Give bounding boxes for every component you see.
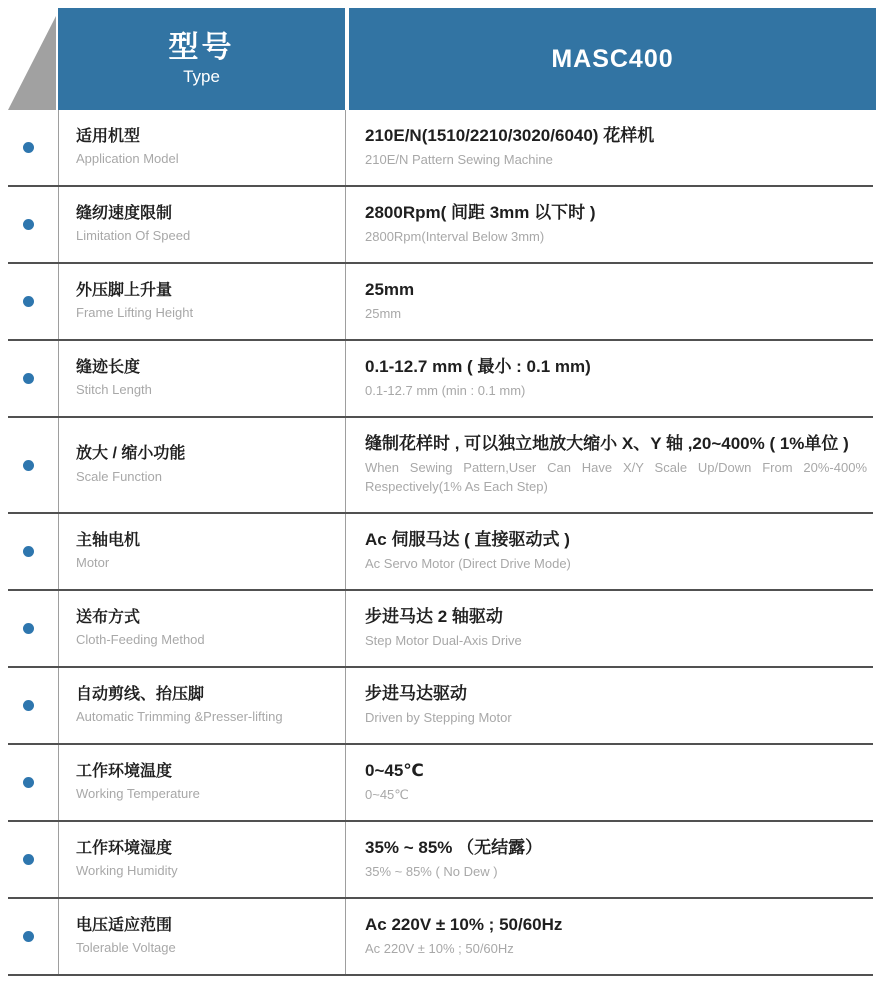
table-row bbox=[8, 187, 873, 264]
bullet-dot-icon bbox=[23, 219, 34, 230]
spec-value-en: Ac Servo Motor (Direct Drive Mode) bbox=[365, 556, 571, 572]
bullet-cell bbox=[8, 418, 58, 512]
spec-value-en: 25mm bbox=[365, 306, 402, 322]
spec-label-cn: 外压脚上升量 bbox=[76, 281, 173, 299]
bullet-dot-icon bbox=[23, 777, 34, 788]
spec-value-cn: 0~45℃ bbox=[365, 761, 424, 781]
table-row bbox=[8, 745, 873, 822]
spec-label-en: Stitch Length bbox=[76, 382, 152, 398]
spec-value-cn: 缝制花样时 , 可以独立地放大缩小 X、Y 轴 ,20~400% ( 1%单位 ) bbox=[365, 434, 849, 454]
spec-value-cn: 35% ~ 85% （无结露） bbox=[365, 838, 543, 858]
bullet-cell bbox=[8, 591, 58, 666]
table-header-row bbox=[8, 8, 876, 110]
spec-label-en: Limitation Of Speed bbox=[76, 228, 191, 244]
spec-label-cn: 自动剪线、抬压脚 bbox=[76, 685, 205, 703]
spec-value-cell bbox=[345, 822, 873, 897]
spec-value-cn: 2800Rpm( 间距 3mm 以下时 ) bbox=[365, 203, 596, 223]
spec-label-cell bbox=[58, 110, 345, 185]
spec-value-cn: 25mm bbox=[365, 280, 415, 300]
spec-value-cn: 步进马达驱动 bbox=[365, 684, 467, 704]
spec-label-cell bbox=[58, 745, 345, 820]
spec-label-en: Working Temperature bbox=[76, 786, 200, 802]
spec-label-cell bbox=[58, 341, 345, 416]
bullet-dot-icon bbox=[23, 142, 34, 153]
spec-value-cell bbox=[345, 110, 873, 185]
header-corner bbox=[8, 8, 58, 110]
bullet-dot-icon bbox=[23, 546, 34, 557]
spec-value-cell bbox=[345, 745, 873, 820]
table-row bbox=[8, 264, 873, 341]
spec-label-en: Scale Function bbox=[76, 468, 162, 484]
spec-label-cn: 缝纫速度限制 bbox=[76, 204, 173, 222]
header-type-label-en: Type bbox=[183, 67, 220, 86]
spec-label-cn: 工作环境温度 bbox=[76, 762, 173, 780]
spec-label-cn: 工作环境湿度 bbox=[76, 839, 173, 857]
spec-label-cn: 缝迹长度 bbox=[76, 358, 141, 376]
header-type-label-cn: 型号 bbox=[168, 31, 235, 64]
spec-value-en: 35% ~ 85% ( No Dew ) bbox=[365, 864, 498, 880]
table-row bbox=[8, 899, 873, 976]
spec-value-cn: 步进马达 2 轴驱动 bbox=[365, 607, 503, 627]
spec-label-cell bbox=[58, 264, 345, 339]
bullet-cell bbox=[8, 514, 58, 589]
bullet-cell bbox=[8, 341, 58, 416]
spec-value-cn: Ac 伺服马达 ( 直接驱动式 ) bbox=[365, 530, 570, 550]
spec-value-cell bbox=[345, 264, 873, 339]
spec-value-en: 2800Rpm(Interval Below 3mm) bbox=[365, 229, 545, 245]
table-row bbox=[8, 418, 873, 514]
spec-label-en: Motor bbox=[76, 555, 110, 571]
bullet-dot-icon bbox=[23, 931, 34, 942]
spec-value-en: Ac 220V ± 10% ; 50/60Hz bbox=[365, 941, 514, 957]
spec-label-en: Automatic Trimming &Presser-lifting bbox=[76, 709, 283, 725]
bullet-cell bbox=[8, 668, 58, 743]
spec-label-cell bbox=[58, 187, 345, 262]
spec-label-cell bbox=[58, 418, 345, 512]
spec-value-en: Driven by Stepping Motor bbox=[365, 710, 512, 726]
spec-label-en: Cloth-Feeding Method bbox=[76, 632, 205, 648]
corner-triangle-icon bbox=[8, 16, 56, 110]
spec-label-cell bbox=[58, 899, 345, 974]
bullet-dot-icon bbox=[23, 373, 34, 384]
bullet-dot-icon bbox=[23, 623, 34, 634]
spec-label-cell bbox=[58, 514, 345, 589]
table-row bbox=[8, 591, 873, 668]
bullet-dot-icon bbox=[23, 700, 34, 711]
bullet-cell bbox=[8, 745, 58, 820]
header-model-name: MASC400 bbox=[551, 44, 674, 73]
spec-label-cn: 适用机型 bbox=[76, 127, 141, 145]
spec-value-cell bbox=[345, 899, 873, 974]
spec-value-en: Step Motor Dual-Axis Drive bbox=[365, 633, 522, 649]
spec-label-cell bbox=[58, 668, 345, 743]
spec-value-cn: 210E/N(1510/2210/3020/6040) 花样机 bbox=[365, 126, 655, 146]
spec-value-cell bbox=[345, 514, 873, 589]
spec-label-cn: 主轴电机 bbox=[76, 531, 141, 549]
spec-label-en: Tolerable Voltage bbox=[76, 940, 176, 956]
spec-label-cn: 送布方式 bbox=[76, 608, 141, 626]
bullet-cell bbox=[8, 899, 58, 974]
spec-label-cn: 电压适应范围 bbox=[76, 916, 173, 934]
header-model-cell bbox=[349, 8, 876, 110]
spec-table-body bbox=[0, 110, 888, 976]
spec-label-en: Application Model bbox=[76, 151, 179, 167]
bullet-dot-icon bbox=[23, 854, 34, 865]
bullet-cell bbox=[8, 187, 58, 262]
spec-value-en: When Sewing Pattern,User Can Have X/Y Scale Up/Down From 20%-400% Respectively(1% As Each Step) bbox=[365, 460, 867, 494]
bullet-dot-icon bbox=[23, 460, 34, 471]
bullet-cell bbox=[8, 264, 58, 339]
spec-value-en: 210E/N Pattern Sewing Machine bbox=[365, 152, 553, 168]
bullet-dot-icon bbox=[23, 296, 34, 307]
spec-value-cell bbox=[345, 187, 873, 262]
table-row bbox=[8, 668, 873, 745]
table-row bbox=[8, 110, 873, 187]
header-type-cell bbox=[58, 8, 345, 110]
table-row bbox=[8, 822, 873, 899]
spec-label-cell bbox=[58, 822, 345, 897]
spec-label-en: Working Humidity bbox=[76, 863, 178, 879]
spec-value-en: 0.1-12.7 mm (min : 0.1 mm) bbox=[365, 383, 526, 399]
spec-value-en: 0~45℃ bbox=[365, 787, 409, 803]
bullet-cell bbox=[8, 110, 58, 185]
spec-value-cn: 0.1-12.7 mm ( 最小 : 0.1 mm) bbox=[365, 357, 591, 377]
spec-value-cell bbox=[345, 668, 873, 743]
table-row bbox=[8, 341, 873, 418]
bullet-cell bbox=[8, 822, 58, 897]
spec-value-cell bbox=[345, 341, 873, 416]
table-row bbox=[8, 514, 873, 591]
spec-label-cell bbox=[58, 591, 345, 666]
spec-value-cell bbox=[345, 418, 873, 512]
spec-value-cn: Ac 220V ± 10% ; 50/60Hz bbox=[365, 915, 563, 935]
spec-value-cell bbox=[345, 591, 873, 666]
spec-label-en: Frame Lifting Height bbox=[76, 305, 194, 321]
spec-label-cn: 放大 / 缩小功能 bbox=[76, 445, 186, 463]
